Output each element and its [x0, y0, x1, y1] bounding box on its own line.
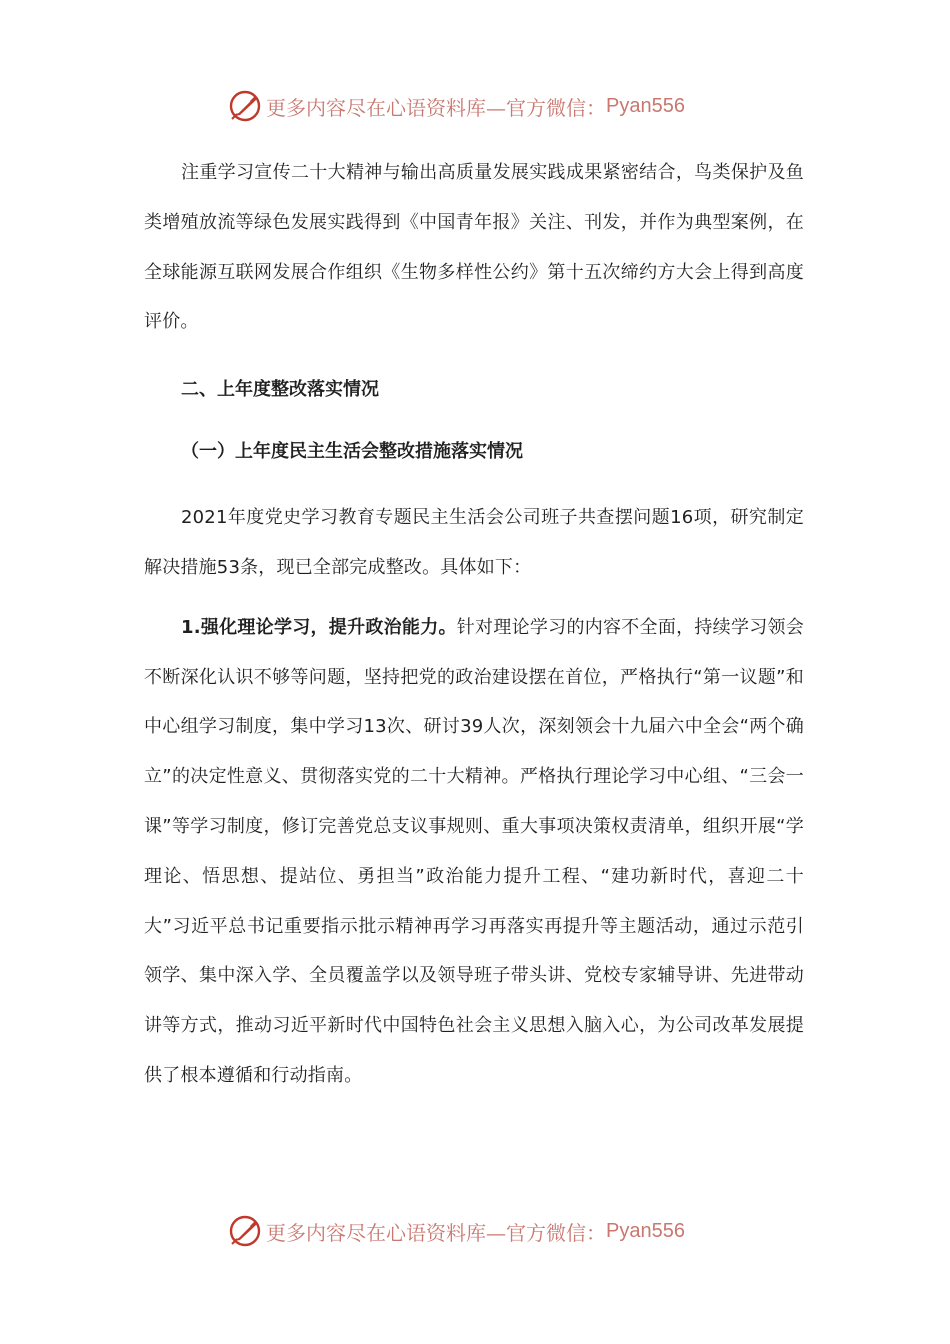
paragraph-2: 2021年度党史学习教育专题民主生活会公司班子共查摆问题16项，研究制定解决措施53条，现已全部完成整改。具体如下：: [144, 507, 804, 578]
item-1-paragraph: [144, 603, 804, 1101]
section-heading: 二、上年度整改落实情况: [181, 379, 379, 401]
feather-pen-logo-icon: [228, 1214, 262, 1248]
header-watermark-banner: [228, 86, 748, 126]
item-1-body: 针对理论学习的内容不全面，持续学习领会不断深化认识不够等问题，坚持把党的政治建设摆在首位，严格执行“第一议题”和中心组学习制度，集中学习13次、研讨39人次，深刻领会十九届六中全会“两个确立”的决定性意义、贯彻落实党的二十大精神。严格执行理论学习中心组、“三会一课”等学习制度，修订完善党总支议事规则、重大事项决策权责清单，组织开展“学理论、悟思想、提站位、勇担当”政治能力提升工程、“建功新时代，喜迎二十大”习近平总书记重要指示批示精神再学习再落实再提升等主题活动，通过示范引领学、集中深入学、全员覆盖学以及领导班子带头讲、党校专家辅导讲、先进带动讲等方式，推动习近平新时代中国特色社会主义思想入脑入心，为公司改革发展提供了根本遵循和行动指南。: [144, 616, 804, 1086]
banner-wechat-id: Pyan556: [606, 1219, 685, 1242]
item-1-lead: 1.强化理论学习，提升政治能力。: [181, 616, 457, 638]
paragraph-1: 注重学习宣传二十大精神与输出高质量发展实践成果紧密结合，鸟类保护及鱼类增殖放流等绿色发展实践得到《中国青年报》关注、刊发，并作为典型案例，在全球能源互联网发展合作组织《生物多样性公约》第十五次缔约方大会上得到高度评价。: [144, 162, 804, 333]
banner-text: 更多内容尽在心语资料库—官方微信：: [266, 95, 606, 120]
banner-text: 更多内容尽在心语资料库—官方微信：: [266, 1220, 606, 1245]
footer-watermark-banner: [228, 1211, 748, 1251]
document-body: [144, 148, 804, 1101]
feather-pen-logo-icon: [228, 89, 262, 123]
subsection-heading: （一）上年度民主生活会整改措施落实情况: [181, 441, 523, 463]
banner-wechat-id: Pyan556: [606, 94, 685, 117]
